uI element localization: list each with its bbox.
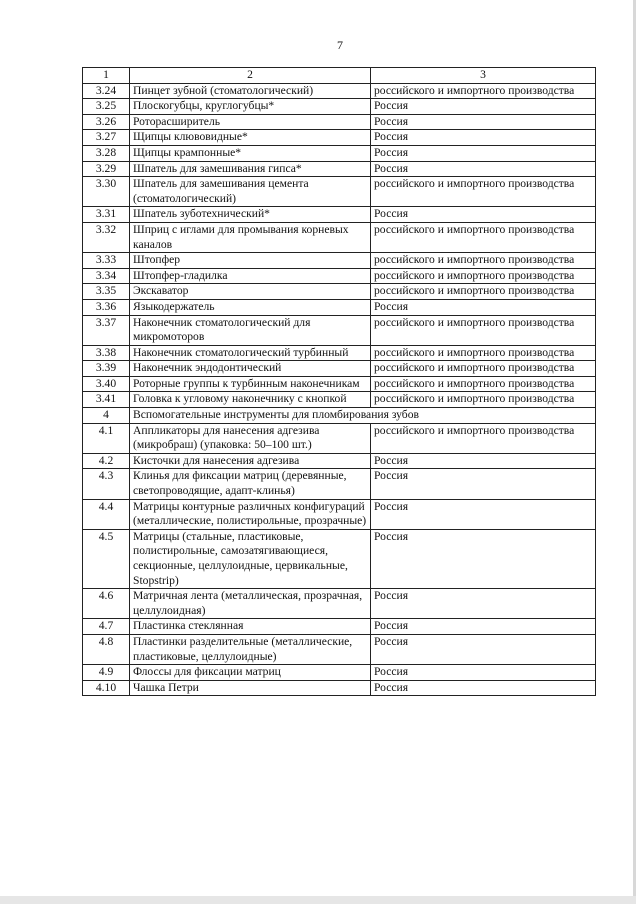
row-number: 4.9 [83, 665, 130, 681]
row-number: 3.33 [83, 253, 130, 269]
row-number: 4.8 [83, 634, 130, 664]
table-row [83, 361, 596, 377]
table-row [83, 268, 596, 284]
row-number: 4.4 [83, 499, 130, 529]
table-row [83, 680, 596, 696]
table-row [83, 315, 596, 345]
item-origin: Россия [371, 499, 596, 529]
row-number: 3.36 [83, 299, 130, 315]
row-number: 4 [83, 408, 130, 424]
row-number: 4.7 [83, 619, 130, 635]
item-name: Шпатель зуботехнический* [130, 207, 371, 223]
item-name: Аппликаторы для нанесения адгезива (микробраш) (упаковка: 50–100 шт.) [130, 423, 371, 453]
item-origin: российского и импортного производства [371, 361, 596, 377]
item-origin: Россия [371, 161, 596, 177]
table-row [83, 99, 596, 115]
row-number: 4.3 [83, 469, 130, 499]
item-origin: Россия [371, 114, 596, 130]
item-name: Плоскогубцы, круглогубцы* [130, 99, 371, 115]
item-origin: Россия [371, 453, 596, 469]
item-name: Матричная лента (металлическая, прозрачная, целлулоидная) [130, 589, 371, 619]
table-row [83, 299, 596, 315]
item-origin: Россия [371, 469, 596, 499]
table-row [83, 161, 596, 177]
table-row [83, 499, 596, 529]
page-number: 7 [337, 38, 343, 52]
row-number: 3.30 [83, 177, 130, 207]
section-title: Вспомогательные инструменты для пломбирования зубов [130, 408, 596, 424]
item-origin: российского и импортного производства [371, 376, 596, 392]
item-origin: Россия [371, 130, 596, 146]
item-origin: Россия [371, 589, 596, 619]
row-number: 3.24 [83, 83, 130, 99]
item-name: Шприц с иглами для промывания корневых каналов [130, 222, 371, 252]
row-number: 3.29 [83, 161, 130, 177]
item-origin: Россия [371, 619, 596, 635]
item-name: Матрицы (стальные, пластиковые, полистирольные, самозатягивающиеся, секционные, целлулоидные, цервикальные, Stopstrip) [130, 529, 371, 588]
row-number: 3.41 [83, 392, 130, 408]
header-col-1: 1 [83, 68, 130, 84]
table-row [83, 392, 596, 408]
item-name: Матрицы контурные различных конфигураций (металлические, полистирольные, прозрачные) [130, 499, 371, 529]
item-name: Пластинки разделительные (металлические, пластиковые, целлулоидные) [130, 634, 371, 664]
header-col-3: 3 [371, 68, 596, 84]
item-name: Щипцы клювовидные* [130, 130, 371, 146]
table-row [83, 469, 596, 499]
item-name: Языкодержатель [130, 299, 371, 315]
item-origin: Россия [371, 529, 596, 588]
row-number: 3.37 [83, 315, 130, 345]
instruments-table [82, 67, 596, 696]
row-number: 3.32 [83, 222, 130, 252]
item-origin: российского и импортного производства [371, 222, 596, 252]
table-row [83, 665, 596, 681]
item-name: Штопфер-гладилка [130, 268, 371, 284]
item-origin: Россия [371, 299, 596, 315]
table-row [83, 634, 596, 664]
row-number: 4.1 [83, 423, 130, 453]
item-name: Наконечник эндодонтический [130, 361, 371, 377]
item-name: Штопфер [130, 253, 371, 269]
item-name: Роторные группы к турбинным наконечникам [130, 376, 371, 392]
item-name: Головка к угловому наконечнику с кнопкой [130, 392, 371, 408]
table-row [83, 619, 596, 635]
row-number: 4.2 [83, 453, 130, 469]
item-name: Шпатель для замешивания цемента (стоматологический) [130, 177, 371, 207]
table-row [83, 83, 596, 99]
table-row [83, 145, 596, 161]
row-number: 3.35 [83, 284, 130, 300]
item-origin: российского и импортного производства [371, 392, 596, 408]
row-number: 3.38 [83, 345, 130, 361]
item-origin: российского и импортного производства [371, 284, 596, 300]
row-number: 3.40 [83, 376, 130, 392]
table-row [83, 222, 596, 252]
item-name: Клинья для фиксации матриц (деревянные, светопроводящие, адапт-клинья) [130, 469, 371, 499]
row-number: 4.10 [83, 680, 130, 696]
table-row [83, 345, 596, 361]
item-origin: российского и импортного производства [371, 83, 596, 99]
table-row [83, 177, 596, 207]
item-origin: Россия [371, 665, 596, 681]
item-name: Флоссы для фиксации матриц [130, 665, 371, 681]
row-number: 4.5 [83, 529, 130, 588]
item-origin: российского и импортного производства [371, 177, 596, 207]
table-row [83, 529, 596, 588]
table-row [83, 284, 596, 300]
item-origin: Россия [371, 680, 596, 696]
table-row [83, 253, 596, 269]
item-name: Чашка Петри [130, 680, 371, 696]
table-row [83, 589, 596, 619]
item-name: Шпатель для замешивания гипса* [130, 161, 371, 177]
item-name: Пинцет зубной (стоматологический) [130, 83, 371, 99]
item-origin: Россия [371, 145, 596, 161]
table-row [83, 207, 596, 223]
item-origin: российского и импортного производства [371, 423, 596, 453]
item-name: Роторасширитель [130, 114, 371, 130]
header-col-2: 2 [130, 68, 371, 84]
item-name: Пластинка стеклянная [130, 619, 371, 635]
item-name: Щипцы крампонные* [130, 145, 371, 161]
row-number: 4.6 [83, 589, 130, 619]
item-origin: Россия [371, 99, 596, 115]
item-name: Экскаватор [130, 284, 371, 300]
item-name: Наконечник стоматологический для микромоторов [130, 315, 371, 345]
row-number: 3.34 [83, 268, 130, 284]
table-header-row [83, 68, 596, 84]
item-name: Кисточки для нанесения адгезива [130, 453, 371, 469]
section-row [83, 408, 596, 424]
row-number: 3.26 [83, 114, 130, 130]
item-origin: Россия [371, 634, 596, 664]
row-number: 3.28 [83, 145, 130, 161]
item-origin: российского и импортного производства [371, 268, 596, 284]
row-number: 3.27 [83, 130, 130, 146]
row-number: 3.31 [83, 207, 130, 223]
item-origin: российского и импортного производства [371, 315, 596, 345]
item-origin: российского и импортного производства [371, 253, 596, 269]
item-origin: Россия [371, 207, 596, 223]
item-name: Наконечник стоматологический турбинный [130, 345, 371, 361]
item-origin: российского и импортного производства [371, 345, 596, 361]
table-row [83, 423, 596, 453]
row-number: 3.25 [83, 99, 130, 115]
table-row [83, 453, 596, 469]
table-row [83, 130, 596, 146]
row-number: 3.39 [83, 361, 130, 377]
table-row [83, 114, 596, 130]
scan-edge-bottom [0, 896, 636, 904]
table-row [83, 376, 596, 392]
